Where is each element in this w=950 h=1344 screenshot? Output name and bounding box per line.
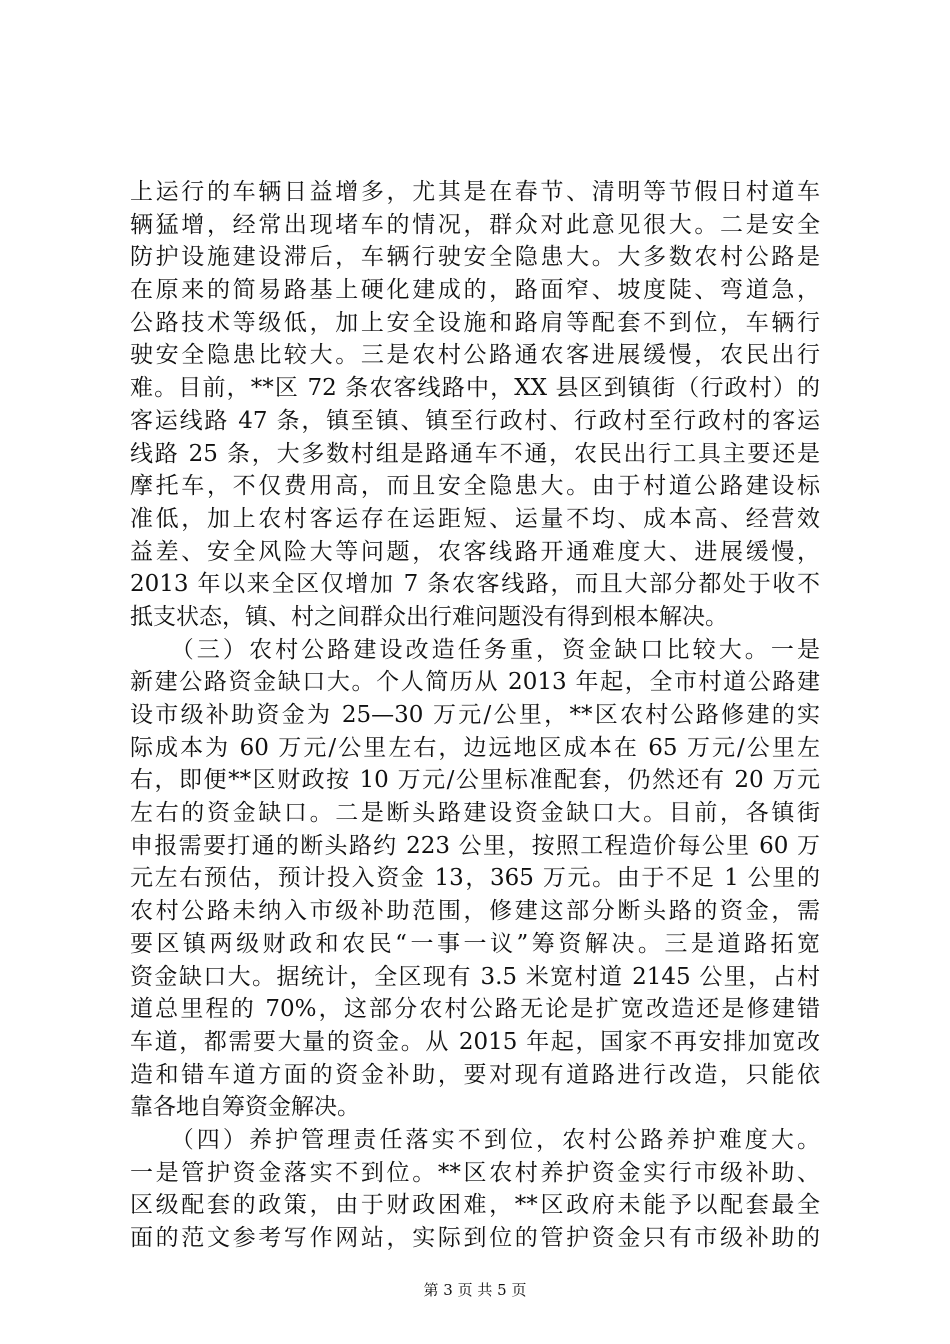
text-line: 申报需要打通的断头路约 223 公里，按照工程造价每公里 60 万 [130, 832, 820, 859]
text-line: （三）农村公路建设改造任务重，资金缺口比较大。一是 [130, 636, 820, 663]
text-line: 在原来的简易路基上硬化建成的，路面窄、坡度陡、弯道急， [130, 277, 820, 304]
text-line: 摩托车，不仅费用高，而且安全隐患大。由于村道公路建设标 [130, 473, 820, 500]
text-line: 左右的资金缺口。二是断头路建设资金缺口大。目前，各镇街 [130, 800, 820, 827]
text-line: 车道，都需要大量的资金。从 2015 年起，国家不再安排加宽改 [130, 1028, 820, 1055]
text-line: 难。目前，**区 72 条农客线路中，XX 县区到镇街（行政村）的 [130, 375, 820, 402]
text-line: 要区镇两级财政和农民“一事一议”筹资解决。三是道路拓宽 [130, 930, 820, 957]
text-line: 上运行的车辆日益增多，尤其是在春节、清明等节假日村道车 [130, 179, 820, 205]
text-line: （四）养护管理责任落实不到位，农村公路养护难度大。 [130, 1126, 820, 1153]
text-line: 际成本为 60 万元/公里左右，边远地区成本在 65 万元/公里左 [130, 734, 820, 761]
text-line: 抵支状态，镇、村之间群众出行难问题没有得到根本解决。 [130, 603, 728, 630]
text-line: 线路 25 条，大多数村组是路通车不通，农民出行工具主要还是 [130, 440, 820, 467]
text-line: 新建公路资金缺口大。个人简历从 2013 年起，全市村道公路建 [130, 669, 820, 696]
text-line: 一是管护资金落实不到位。**区农村养护资金实行市级补助、 [130, 1159, 820, 1186]
text-line: 造和错车道方面的资金补助，要对现有道路进行改造，只能依 [130, 1061, 820, 1088]
body-text [130, 176, 820, 1255]
text-line: 2013 年以来全区仅增加 7 条农客线路，而且大部分都处于收不 [130, 571, 820, 598]
text-line: 客运线路 47 条，镇至镇、镇至行政村、行政村至行政村的客运 [130, 407, 820, 434]
text-line: 辆猛增，经常出现堵车的情况，群众对此意见很大。二是安全 [130, 211, 820, 238]
text-line: 防护设施建设滞后，车辆行驶安全隐患大。大多数农村公路是 [130, 244, 820, 271]
text-line: 靠各地自筹资金解决。 [130, 1094, 360, 1121]
text-line: 设市级补助资金为 25—30 万元/公里，**区农村公路修建的实 [130, 702, 820, 728]
text-line: 右，即便**区财政按 10 万元/公里标准配套，仍然还有 20 万元 [130, 767, 820, 794]
text-line: 农村公路未纳入市级补助范围，修建这部分断头路的资金，需 [130, 898, 820, 925]
text-line: 资金缺口大。据统计，全区现有 3.5 米宽村道 2145 公里，占村 [130, 963, 820, 990]
text-line: 驶安全隐患比较大。三是农村公路通农客进展缓慢，农民出行 [130, 342, 820, 369]
text-line: 道总里程的 70%，这部分农村公路无论是扩宽改造还是修建错 [130, 996, 820, 1023]
text-line: 公路技术等级低，加上安全设施和路肩等配套不到位，车辆行 [130, 309, 820, 336]
text-line: 准低，加上农村客运存在运距短、运量不均、成本高、经营效 [130, 505, 820, 532]
page-footer: 第 3 页 共 5 页 [423, 1281, 527, 1299]
text-line: 面的范文参考写作网站，实际到位的管护资金只有市级补助的 [130, 1225, 820, 1251]
text-line: 益差、安全风险大等问题，农客线路开通难度大、进展缓慢， [130, 538, 820, 565]
text-line: 元左右预估，预计投入资金 13，365 万元。由于不足 1 公里的 [130, 865, 820, 892]
text-line: 区级配套的政策，由于财政困难，**区政府未能予以配套最全 [130, 1192, 820, 1219]
